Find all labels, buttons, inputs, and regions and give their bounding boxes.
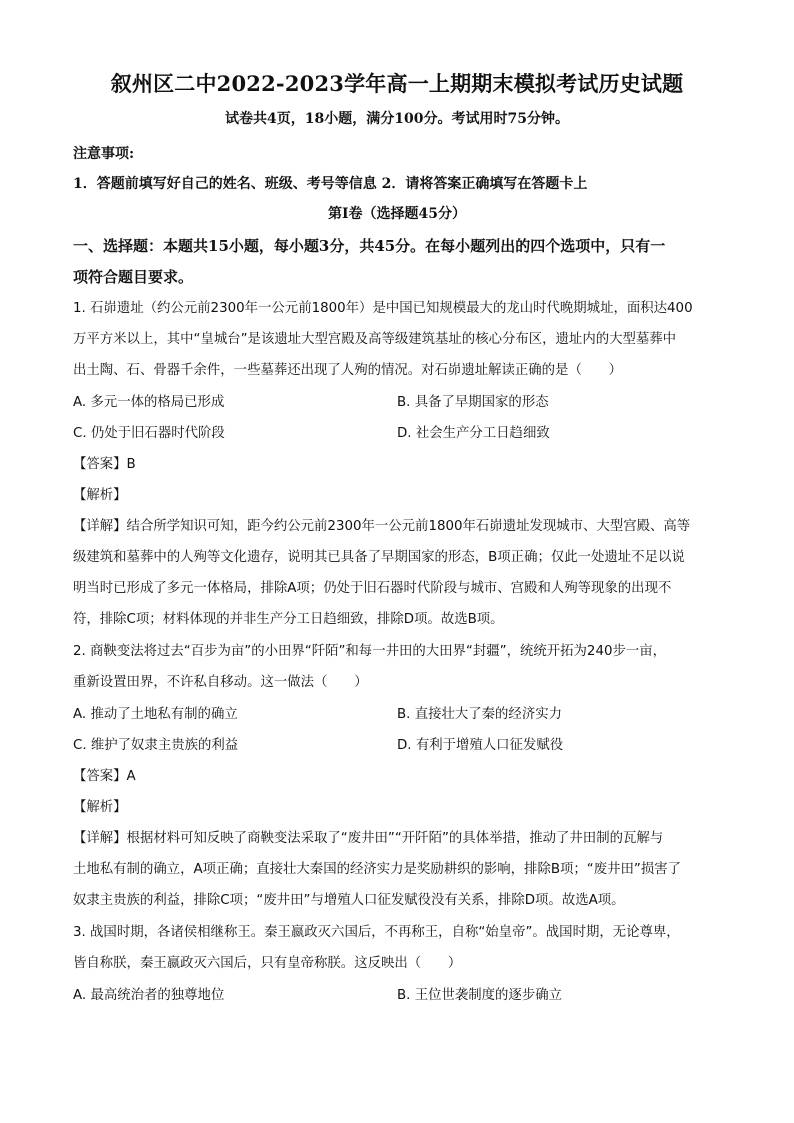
page-subtitle: 试卷共4页，18小题，满分100分。考试用时75分钟。: [225, 111, 569, 127]
q1-answer: 【答案】B: [73, 457, 136, 472]
q1-stem-line-2: 万平方米以上，其中“皇城台”是该遗址大型宫殿及高等级建筑基址的核心分布区，遗址内的大型墓葬中: [73, 332, 677, 347]
q2-option-a: A. 推动了土地私有制的确立: [73, 707, 238, 722]
q2-stem-line-1: 2. 商鞅变法将过去“百步为亩”的小田界“阡陌”和每一井田的大田界“封疆”，统统开拓为240步一亩，: [73, 644, 667, 659]
q1-detail-line-4: 符，排除C项；材料体现的并非生产分工日趋细致，排除D项。故选B项。: [73, 612, 504, 627]
q3-stem-line-1: 3. 战国时期，各诸侯相继称王。秦王嬴政灭六国后，不再称王，自称“始皇帝”。战国时期，无论尊卑，: [73, 925, 680, 940]
q2-detail-line-3: 奴隶主贵族的利益，排除C项；“废井田”与增殖人口征发赋役没有关系，排除D项。故选A项。: [73, 893, 625, 908]
q1-stem-line-1: 1. 石峁遗址（约公元前2300年一公元前1800年）是中国已知规模最大的龙山时代晚期城址，面积达400: [73, 301, 693, 316]
q2-option-b: B. 直接壮大了秦的经济实力: [397, 707, 562, 722]
q2-detail-line-2: 土地私有制的确立，A项正确；直接壮大秦国的经济实力是奖励耕织的影响，排除B项；“废井田”损害了: [73, 862, 682, 877]
q1-detail-line-2: 级建筑和墓葬中的人殉等文化遗存，说明其已具备了早期国家的形态，B项正确；仅此一处遗址不足以说: [73, 550, 685, 565]
q1-stem-line-3: 出土陶、石、骨器千余件，一些墓葬还出现了人殉的情况。对石峁遗址解读正确的是（ ）: [73, 363, 623, 378]
q2-answer: 【答案】A: [73, 769, 136, 784]
q1-analysis: 【解析】: [73, 488, 127, 503]
q3-option-b: B. 王位世袭制度的逐步确立: [397, 988, 562, 1003]
notice-heading: 注意事项:: [73, 146, 135, 162]
q2-detail-line-1: 【详解】根据材料可知反映了商鞅变法采取了“废井田”“开阡陌”的具体举措，推动了井田制的瓦解与: [73, 831, 664, 846]
q2-option-c: C. 维护了奴隶主贵族的利益: [73, 738, 239, 753]
page-title: 叙州区二中2022-2023学年高一上期期末模拟考试历史试题: [110, 71, 684, 96]
q1-option-a: A. 多元一体的格局已形成: [73, 395, 225, 410]
q1-option-d: D. 社会生产分工日趋细致: [397, 426, 550, 441]
q2-analysis: 【解析】: [73, 800, 127, 815]
section-intro-line-1: 一、选择题：本题共15小题，每小题3分，共45分。在每小题列出的四个选项中，只有一: [73, 237, 666, 255]
section-title: 第I卷（选择题45分）: [327, 206, 467, 222]
q1-option-c: C. 仍处于旧石器时代阶段: [73, 426, 225, 441]
q1-detail-line-1: 【详解】结合所学知识可知，距今约公元前2300年一公元前1800年石峁遗址发现城市、大型宫殿、高等: [73, 519, 691, 534]
q1-option-b: B. 具备了早期国家的形态: [397, 395, 549, 410]
q1-detail-line-3: 明当时已形成了多元一体格局，排除A项；仍处于旧石器时代阶段与城市、宫殿和人殉等现象的出现不: [73, 581, 672, 596]
q3-option-a: A. 最高统治者的独尊地位: [73, 988, 225, 1003]
notice-line: 1．答题前填写好自己的姓名、班级、考号等信息 2．请将答案正确填写在答题卡上: [73, 176, 588, 192]
section-intro-line-2: 项符合题目要求。: [73, 268, 194, 286]
q3-stem-line-2: 皆自称朕，秦王嬴政灭六国后，只有皇帝称朕。这反映出（ ）: [73, 956, 462, 971]
q2-stem-line-2: 重新设置田界，不许私自移动。这一做法（ ）: [73, 675, 368, 690]
q2-option-d: D. 有利于增殖人口征发赋役: [397, 738, 564, 753]
